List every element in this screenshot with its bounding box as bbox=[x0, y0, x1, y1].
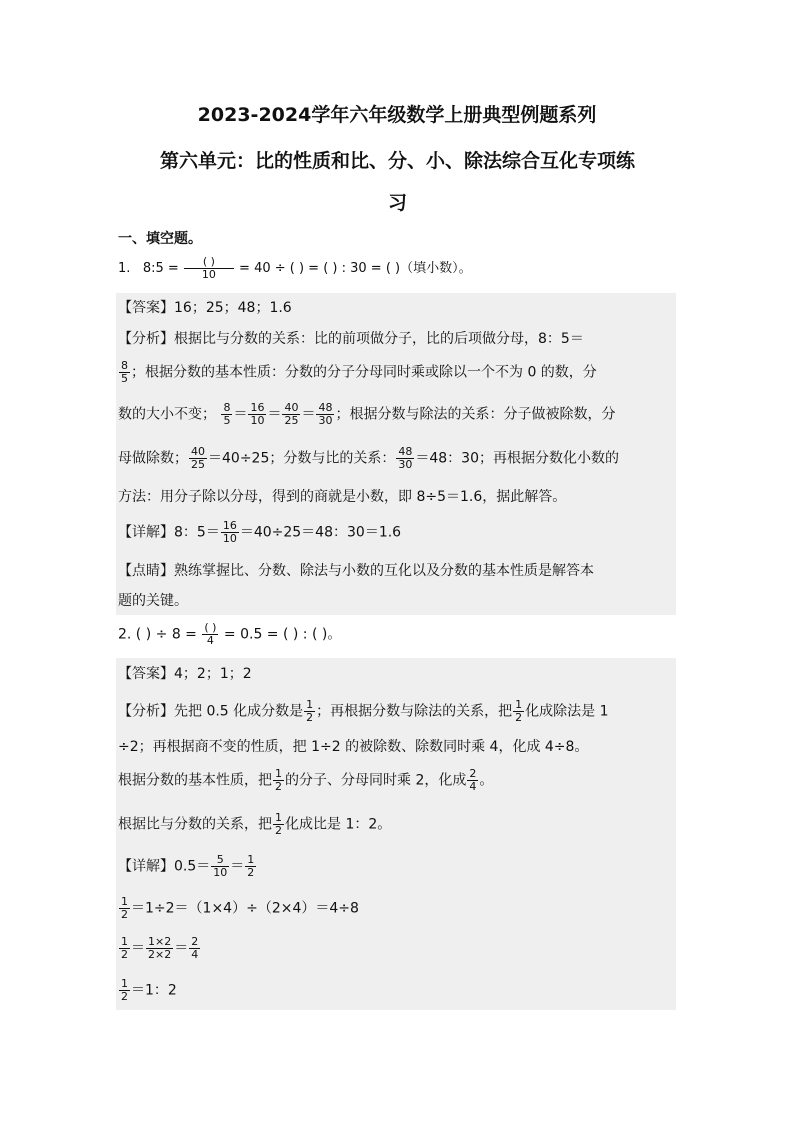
analysis-1-line4: 母做除数； $\frac{40}{25}$ ＝40÷25；分数与比的关系： $\frac{48}{30}$ ＝48：30；再根据分数化小数的 bbox=[118, 445, 619, 471]
detail-2-row2: $\frac{1}{2}$ ＝1÷2＝（1×4）÷（2×4）＝4÷8 bbox=[121, 895, 359, 921]
point-1-line2: 题的关键。 bbox=[118, 593, 188, 609]
analysis-2-line3: 根据分数的基本性质，把 $\frac{1}{2}$ 的分子、分母同时乘 2，化成 $\frac{2}{4}$ 。 bbox=[118, 767, 494, 793]
analysis-2-line4: 根据比与分数的关系，把 $\frac{1}{2}$ 化成比是 1：2。 bbox=[118, 811, 392, 837]
analysis-1-line3: 数的大小不变； $\frac{8}{5}$ ＝ $\frac{16}{10}$ ＝ $\frac{40}{25}$ ＝ $\frac{48}{30}$ ；根据分数与除法的关系：分子做被除数，分 bbox=[118, 401, 616, 427]
blank-fraction[interactable]: $\frac{( )}{4}$ bbox=[204, 621, 217, 647]
answer-2: 【答案】4；2；1；2 bbox=[118, 666, 252, 682]
analysis-1-line5: 方法：用分子除以分母，得到的商就是小数，即 8÷5＝1.6，据此解答。 bbox=[118, 489, 567, 505]
detail-2-row3: $\frac{1}{2}$ ＝ $\frac{1\times 2}{2\times 2}$ ＝ $\frac{2}{4}$ bbox=[121, 935, 199, 961]
analysis-1-line2: $\frac{8}{5}$ ；根据分数的基本性质：分数的分子分母同时乘或除以一个不为 0 的数，分 bbox=[121, 359, 597, 385]
question-1: 1. 8:5 = $\frac{( )}{10}$ = 40 ÷ ( ) = ( ) : 30 = ( )（填小数）。 bbox=[118, 255, 472, 281]
analysis-2-line1: 【分析】先把 0.5 化成分数是 $\frac{1}{2}$ ；再根据分数与除法的关系，把 $\frac{1}{2}$ 化成除法是 1 bbox=[118, 698, 609, 724]
analysis-1-line1: 【分析】根据比与分数的关系：比的前项做分子，比的后项做分母，8：5＝ bbox=[118, 331, 584, 347]
point-1-line1: 【点睛】熟练掌握比、分数、除法与小数的互化以及分数的基本性质是解答本 bbox=[118, 563, 594, 579]
section-heading: 一、填空题。 bbox=[118, 231, 202, 247]
analysis-2-line2: ÷2；再根据商不变的性质，把 1÷2 的被除数、除数同时乘 4，化成 4÷8。 bbox=[118, 739, 589, 755]
question-2: 2. ( ) ÷ 8 = $\frac{( )}{4}$ = 0.5 = ( ) : ( )。 bbox=[118, 621, 342, 647]
page-title: 2023-2024学年六年级数学上册典型例题系列 bbox=[197, 104, 597, 126]
blank-fraction[interactable]: $\frac{( )}{10}$ bbox=[184, 256, 234, 281]
detail-2: 【详解】0.5＝ $\frac{5}{10}$ ＝ $\frac{1}{2}$ bbox=[118, 853, 255, 879]
page-subtitle: 第六单元：比的性质和比、分、小、除法综合互化专项练 习 bbox=[159, 150, 635, 214]
answer-1: 【答案】16；25；48；1.6 bbox=[118, 300, 292, 316]
detail-2-row4: $\frac{1}{2}$ ＝1：2 bbox=[121, 977, 177, 1003]
detail-1: 【详解】8：5＝ $\frac{16}{10}$ ＝40÷25＝48：30＝1.6 bbox=[118, 519, 402, 545]
